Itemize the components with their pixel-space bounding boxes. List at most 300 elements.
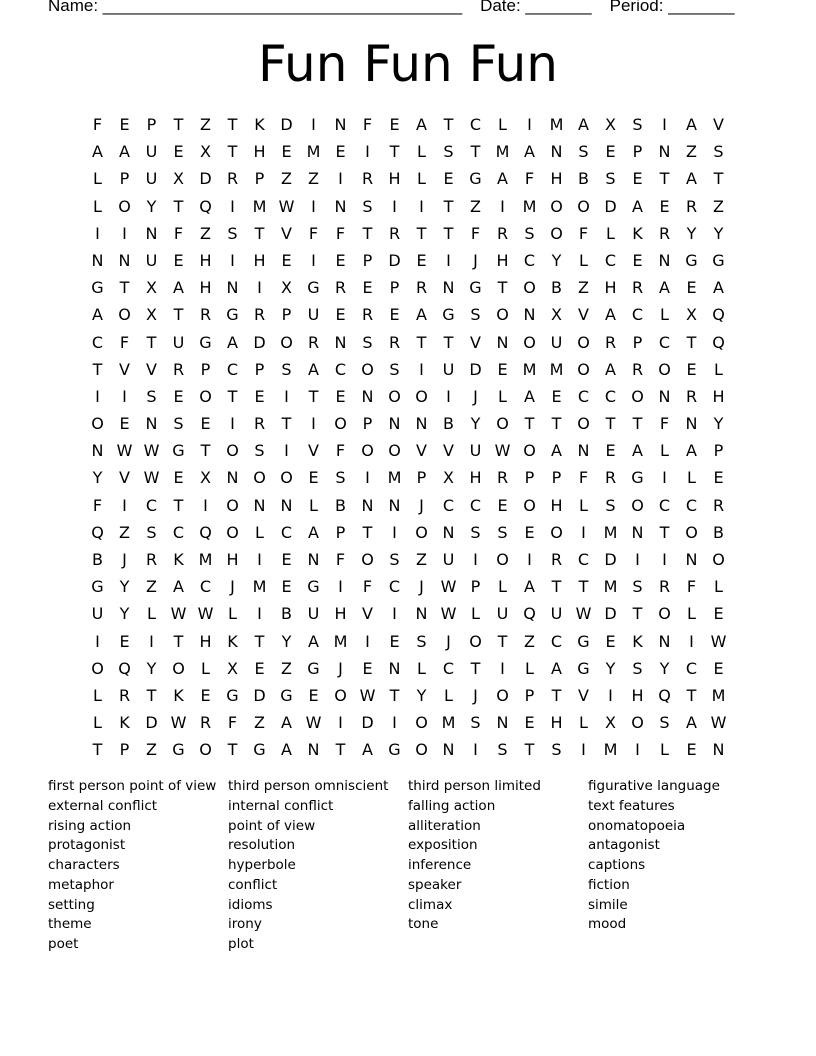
grid-letter[interactable]: C xyxy=(280,522,293,542)
grid-letter[interactable]: C xyxy=(145,495,158,515)
grid-letter[interactable]: I xyxy=(284,441,289,461)
grid-letter[interactable]: W xyxy=(143,441,160,461)
grid-letter[interactable]: U xyxy=(172,332,185,352)
grid-letter[interactable]: E xyxy=(173,386,184,406)
grid-letter[interactable]: G xyxy=(685,250,698,270)
grid-letter[interactable]: D xyxy=(199,169,212,189)
grid-letter[interactable]: H xyxy=(199,250,212,270)
grid-letter[interactable]: C xyxy=(469,495,482,515)
grid-letter[interactable]: I xyxy=(635,550,640,569)
grid-letter[interactable]: A xyxy=(92,142,103,162)
grid-letter[interactable]: L xyxy=(660,305,669,325)
grid-letter[interactable]: Z xyxy=(254,713,265,733)
grid-letter[interactable]: E xyxy=(605,631,616,651)
grid-letter[interactable]: E xyxy=(335,142,346,162)
grid-letter[interactable]: O xyxy=(280,468,293,488)
grid-letter[interactable]: N xyxy=(226,468,239,488)
grid-letter[interactable]: A xyxy=(659,278,670,298)
grid-letter[interactable]: U xyxy=(307,604,320,624)
grid-letter[interactable]: A xyxy=(686,713,697,733)
grid-letter[interactable]: S xyxy=(713,142,724,162)
grid-letter[interactable]: F xyxy=(119,332,130,352)
grid-letter[interactable]: E xyxy=(524,522,535,542)
grid-letter[interactable]: U xyxy=(442,359,455,379)
grid-letter[interactable]: E xyxy=(605,441,616,461)
grid-letter[interactable]: R xyxy=(604,332,617,352)
grid-letter[interactable]: D xyxy=(145,713,158,733)
grid-letter[interactable]: Z xyxy=(281,658,292,678)
grid-letter[interactable]: I xyxy=(95,386,100,406)
grid-letter[interactable]: P xyxy=(281,305,292,325)
grid-letter[interactable]: R xyxy=(604,468,617,488)
grid-letter[interactable]: R xyxy=(307,332,320,352)
grid-letter[interactable]: Z xyxy=(470,196,481,216)
grid-letter[interactable]: C xyxy=(658,332,671,352)
grid-letter[interactable]: M xyxy=(603,522,618,542)
grid-letter[interactable]: L xyxy=(93,685,102,705)
grid-letter[interactable]: E xyxy=(335,386,346,406)
grid-letter[interactable]: A xyxy=(308,522,319,542)
grid-letter[interactable]: N xyxy=(523,305,536,325)
grid-letter[interactable]: N xyxy=(91,441,104,461)
grid-letter[interactable]: W xyxy=(710,631,727,651)
grid-letter[interactable]: E xyxy=(119,631,130,651)
grid-letter[interactable]: P xyxy=(119,169,130,189)
grid-letter[interactable]: Z xyxy=(200,115,211,134)
grid-letter[interactable]: O xyxy=(496,685,509,705)
grid-letter[interactable]: X xyxy=(551,305,562,325)
grid-letter[interactable]: M xyxy=(603,577,618,597)
grid-letter[interactable]: N xyxy=(658,386,671,406)
grid-letter[interactable]: O xyxy=(577,359,590,379)
grid-letter[interactable]: I xyxy=(392,713,397,733)
grid-letter[interactable]: F xyxy=(335,223,346,243)
grid-letter[interactable]: R xyxy=(388,223,401,243)
grid-letter[interactable]: H xyxy=(550,713,563,733)
grid-letter[interactable]: A xyxy=(173,577,184,597)
grid-letter[interactable]: C xyxy=(550,631,563,651)
grid-letter[interactable]: T xyxy=(497,278,508,298)
grid-letter[interactable]: S xyxy=(281,359,292,379)
grid-letter[interactable]: E xyxy=(281,577,292,597)
grid-letter[interactable]: E xyxy=(551,386,562,406)
grid-letter[interactable]: T xyxy=(227,142,238,162)
grid-letter[interactable]: E xyxy=(416,250,427,270)
grid-letter[interactable]: O xyxy=(577,332,590,352)
grid-letter[interactable]: R xyxy=(415,278,428,298)
grid-letter[interactable]: O xyxy=(415,740,428,760)
grid-letter[interactable]: T xyxy=(119,278,130,298)
grid-letter[interactable]: T xyxy=(146,332,157,352)
grid-letter[interactable]: P xyxy=(416,468,427,488)
grid-letter[interactable]: X xyxy=(173,169,184,189)
grid-letter[interactable]: S xyxy=(146,386,157,406)
grid-letter[interactable]: N xyxy=(280,495,293,515)
grid-letter[interactable]: F xyxy=(92,495,103,515)
grid-letter[interactable]: T xyxy=(308,386,319,406)
grid-letter[interactable]: I xyxy=(473,740,478,760)
grid-letter[interactable]: V xyxy=(416,441,427,461)
grid-letter[interactable]: I xyxy=(581,740,586,760)
grid-letter[interactable]: O xyxy=(226,441,239,461)
grid-letter[interactable]: L xyxy=(417,658,426,678)
grid-letter[interactable]: S xyxy=(470,522,481,542)
grid-letter[interactable]: P xyxy=(632,142,643,162)
grid-letter[interactable]: R xyxy=(118,685,131,705)
grid-letter[interactable]: N xyxy=(442,740,455,760)
grid-letter[interactable]: W xyxy=(494,441,511,461)
grid-letter[interactable]: A xyxy=(92,305,103,325)
grid-letter[interactable]: A xyxy=(686,115,697,134)
grid-letter[interactable]: Q xyxy=(199,522,212,542)
grid-letter[interactable]: T xyxy=(605,414,616,434)
grid-letter[interactable]: J xyxy=(473,386,478,406)
grid-letter[interactable]: Z xyxy=(281,169,292,189)
grid-letter[interactable]: T xyxy=(497,631,508,651)
grid-letter[interactable]: E xyxy=(254,386,265,406)
grid-letter[interactable]: E xyxy=(200,414,211,434)
grid-letter[interactable]: O xyxy=(361,359,374,379)
grid-letter[interactable]: V xyxy=(470,332,481,352)
grid-letter[interactable]: I xyxy=(473,550,478,569)
grid-letter[interactable]: V xyxy=(362,604,373,624)
grid-letter[interactable]: A xyxy=(119,142,130,162)
grid-letter[interactable]: G xyxy=(280,685,293,705)
grid-letter[interactable]: T xyxy=(470,658,481,678)
grid-letter[interactable]: A xyxy=(686,441,697,461)
grid-letter[interactable]: N xyxy=(334,332,347,352)
grid-letter[interactable]: I xyxy=(527,115,532,134)
grid-letter[interactable]: Z xyxy=(308,169,319,189)
grid-letter[interactable]: T xyxy=(146,685,157,705)
grid-letter[interactable]: Y xyxy=(119,604,130,624)
grid-letter[interactable]: X xyxy=(281,278,292,298)
grid-letter[interactable]: S xyxy=(389,550,400,569)
grid-letter[interactable]: H xyxy=(631,685,644,705)
grid-letter[interactable]: S xyxy=(497,522,508,542)
grid-letter[interactable]: O xyxy=(91,658,104,678)
grid-letter[interactable]: K xyxy=(173,685,184,705)
grid-letter[interactable]: H xyxy=(550,169,563,189)
grid-letter[interactable]: K xyxy=(632,631,643,651)
grid-letter[interactable]: F xyxy=(173,223,184,243)
grid-letter[interactable]: E xyxy=(686,359,697,379)
grid-letter[interactable]: Y xyxy=(713,223,724,243)
grid-letter[interactable]: I xyxy=(527,550,532,569)
grid-letter[interactable]: R xyxy=(172,359,185,379)
grid-letter[interactable]: I xyxy=(338,713,343,733)
grid-letter[interactable]: I xyxy=(122,223,127,243)
grid-letter[interactable]: V xyxy=(119,468,130,488)
grid-letter[interactable]: E xyxy=(281,250,292,270)
grid-letter[interactable]: G xyxy=(307,577,320,597)
grid-letter[interactable]: E xyxy=(281,142,292,162)
grid-letter[interactable]: O xyxy=(496,414,509,434)
grid-letter[interactable]: O xyxy=(685,522,698,542)
grid-letter[interactable]: Z xyxy=(146,577,157,597)
grid-letter[interactable]: O xyxy=(550,196,563,216)
grid-letter[interactable]: Y xyxy=(416,685,427,705)
grid-letter[interactable]: B xyxy=(551,278,562,298)
grid-letter[interactable]: P xyxy=(524,468,535,488)
grid-letter[interactable]: O xyxy=(118,196,131,216)
grid-letter[interactable]: P xyxy=(713,441,724,461)
grid-letter[interactable]: J xyxy=(473,685,478,705)
grid-letter[interactable]: T xyxy=(686,685,697,705)
grid-letter[interactable]: O xyxy=(361,441,374,461)
grid-letter[interactable]: C xyxy=(388,577,401,597)
grid-letter[interactable]: C xyxy=(91,332,104,352)
grid-letter[interactable]: A xyxy=(281,713,292,733)
grid-letter[interactable]: U xyxy=(307,305,320,325)
grid-letter[interactable]: A xyxy=(605,359,616,379)
grid-letter[interactable]: I xyxy=(392,522,397,542)
grid-letter[interactable]: Y xyxy=(659,658,670,678)
grid-letter[interactable]: L xyxy=(309,495,318,515)
grid-letter[interactable]: I xyxy=(230,250,235,270)
grid-letter[interactable]: T xyxy=(254,631,265,651)
grid-letter[interactable]: T xyxy=(389,685,400,705)
grid-letter[interactable]: G xyxy=(253,740,266,760)
grid-letter[interactable]: E xyxy=(308,685,319,705)
grid-letter[interactable]: P xyxy=(254,169,265,189)
grid-letter[interactable]: O xyxy=(523,441,536,461)
grid-letter[interactable]: E xyxy=(173,468,184,488)
grid-letter[interactable]: L xyxy=(201,658,210,678)
grid-letter[interactable]: W xyxy=(575,604,592,624)
grid-letter[interactable]: A xyxy=(524,386,535,406)
grid-letter[interactable]: T xyxy=(551,577,562,597)
grid-letter[interactable]: P xyxy=(200,359,211,379)
grid-letter[interactable]: M xyxy=(198,550,213,569)
grid-letter[interactable]: Q xyxy=(523,604,536,624)
grid-letter[interactable]: P xyxy=(389,278,400,298)
grid-letter[interactable]: O xyxy=(658,359,671,379)
grid-letter[interactable]: A xyxy=(308,631,319,651)
grid-letter[interactable]: E xyxy=(173,250,184,270)
grid-letter[interactable]: G xyxy=(388,740,401,760)
grid-letter[interactable]: J xyxy=(122,550,127,569)
grid-letter[interactable]: P xyxy=(362,414,373,434)
grid-letter[interactable]: R xyxy=(631,278,644,298)
grid-letter[interactable]: T xyxy=(227,740,238,760)
grid-letter[interactable]: J xyxy=(419,495,424,515)
grid-letter[interactable]: Z xyxy=(713,196,724,216)
grid-letter[interactable]: Y xyxy=(605,658,616,678)
grid-letter[interactable]: N xyxy=(550,142,563,162)
grid-letter[interactable]: L xyxy=(606,223,615,243)
grid-letter[interactable]: M xyxy=(252,196,267,216)
grid-letter[interactable]: Q xyxy=(118,658,131,678)
grid-letter[interactable]: O xyxy=(496,305,509,325)
grid-letter[interactable]: O xyxy=(577,196,590,216)
grid-letter[interactable]: H xyxy=(496,250,509,270)
grid-letter[interactable]: O xyxy=(550,223,563,243)
grid-letter[interactable]: X xyxy=(200,468,211,488)
grid-letter[interactable]: N xyxy=(415,414,428,434)
grid-letter[interactable]: A xyxy=(416,115,427,134)
grid-letter[interactable]: G xyxy=(199,332,212,352)
grid-letter[interactable]: V xyxy=(308,441,319,461)
grid-letter[interactable]: H xyxy=(253,142,266,162)
grid-letter[interactable]: D xyxy=(388,250,401,270)
grid-letter[interactable]: E xyxy=(389,305,400,325)
grid-letter[interactable]: F xyxy=(470,223,481,243)
grid-letter[interactable]: J xyxy=(419,577,424,597)
grid-letter[interactable]: P xyxy=(146,115,157,134)
grid-letter[interactable]: T xyxy=(281,414,292,434)
grid-letter[interactable]: X xyxy=(443,468,454,488)
grid-letter[interactable]: O xyxy=(469,631,482,651)
grid-letter[interactable]: B xyxy=(578,169,589,189)
grid-letter[interactable]: O xyxy=(496,550,509,569)
grid-letter[interactable]: R xyxy=(361,169,374,189)
grid-letter[interactable]: T xyxy=(335,740,346,760)
grid-letter[interactable]: P xyxy=(335,522,346,542)
grid-letter[interactable]: T xyxy=(416,332,427,352)
grid-letter[interactable]: N xyxy=(307,740,320,760)
grid-letter[interactable]: F xyxy=(362,115,373,134)
grid-letter[interactable]: S xyxy=(362,196,373,216)
grid-letter[interactable]: I xyxy=(446,250,451,270)
grid-letter[interactable]: R xyxy=(199,305,212,325)
grid-letter[interactable]: T xyxy=(173,631,184,651)
grid-letter[interactable]: E xyxy=(443,169,454,189)
grid-letter[interactable]: I xyxy=(311,414,316,434)
grid-letter[interactable]: T xyxy=(578,577,589,597)
grid-letter[interactable]: T xyxy=(227,115,238,134)
grid-letter[interactable]: A xyxy=(524,577,535,597)
grid-letter[interactable]: I xyxy=(581,522,586,542)
grid-letter[interactable]: T xyxy=(362,223,373,243)
grid-letter[interactable]: A xyxy=(416,305,427,325)
grid-letter[interactable]: O xyxy=(226,522,239,542)
grid-letter[interactable]: S xyxy=(227,223,238,243)
grid-letter[interactable]: X xyxy=(605,713,616,733)
grid-letter[interactable]: S xyxy=(335,468,346,488)
grid-letter[interactable]: M xyxy=(252,577,267,597)
grid-letter[interactable]: C xyxy=(226,359,239,379)
grid-letter[interactable]: E xyxy=(713,658,724,678)
grid-letter[interactable]: M xyxy=(603,740,618,760)
grid-letter[interactable]: N xyxy=(307,550,320,569)
grid-letter[interactable]: O xyxy=(415,386,428,406)
grid-letter[interactable]: P xyxy=(119,740,130,760)
grid-letter[interactable]: B xyxy=(713,522,724,542)
grid-letter[interactable]: G xyxy=(91,577,104,597)
grid-letter[interactable]: I xyxy=(311,115,316,134)
grid-letter[interactable]: C xyxy=(658,495,671,515)
grid-letter[interactable]: T xyxy=(659,522,670,542)
grid-letter[interactable]: L xyxy=(498,115,507,134)
grid-letter[interactable]: K xyxy=(254,115,265,134)
grid-letter[interactable]: E xyxy=(713,604,724,624)
grid-letter[interactable]: T xyxy=(362,522,373,542)
grid-letter[interactable]: R xyxy=(685,196,698,216)
grid-letter[interactable]: G xyxy=(469,169,482,189)
grid-letter[interactable]: I xyxy=(122,495,127,515)
grid-letter[interactable]: W xyxy=(440,577,457,597)
grid-letter[interactable]: L xyxy=(687,468,696,488)
grid-letter[interactable]: C xyxy=(577,386,590,406)
grid-letter[interactable]: I xyxy=(419,196,424,216)
grid-letter[interactable]: L xyxy=(93,169,102,189)
grid-letter[interactable]: A xyxy=(308,359,319,379)
grid-letter[interactable]: C xyxy=(685,495,698,515)
grid-letter[interactable]: I xyxy=(311,250,316,270)
grid-letter[interactable]: Y xyxy=(146,658,157,678)
grid-letter[interactable]: I xyxy=(311,196,316,216)
grid-letter[interactable]: I xyxy=(257,278,262,298)
grid-letter[interactable]: E xyxy=(389,115,400,134)
grid-letter[interactable]: T xyxy=(200,441,211,461)
grid-letter[interactable]: I xyxy=(122,386,127,406)
grid-letter[interactable]: E xyxy=(362,278,373,298)
grid-letter[interactable]: T xyxy=(443,332,454,352)
grid-letter[interactable]: L xyxy=(93,196,102,216)
grid-letter[interactable]: R xyxy=(253,414,266,434)
grid-letter[interactable]: K xyxy=(173,550,184,569)
grid-letter[interactable]: I xyxy=(365,142,370,162)
grid-letter[interactable]: Y xyxy=(281,631,292,651)
grid-letter[interactable]: L xyxy=(147,604,156,624)
grid-letter[interactable]: H xyxy=(604,278,617,298)
grid-letter[interactable]: R xyxy=(712,495,725,515)
grid-letter[interactable]: T xyxy=(92,740,103,760)
grid-letter[interactable]: R xyxy=(550,550,563,569)
grid-letter[interactable]: L xyxy=(255,522,264,542)
grid-letter[interactable]: E xyxy=(659,196,670,216)
grid-letter[interactable]: S xyxy=(389,359,400,379)
grid-letter[interactable]: E xyxy=(632,169,643,189)
grid-letter[interactable]: Z xyxy=(119,522,130,542)
grid-letter[interactable]: A xyxy=(713,278,724,298)
grid-letter[interactable]: O xyxy=(658,604,671,624)
grid-letter[interactable]: Y xyxy=(551,250,562,270)
grid-letter[interactable]: X xyxy=(146,305,157,325)
grid-letter[interactable]: N xyxy=(334,115,347,134)
grid-letter[interactable]: C xyxy=(631,305,644,325)
grid-letter[interactable]: W xyxy=(197,604,214,624)
grid-letter[interactable]: D xyxy=(604,550,617,569)
grid-letter[interactable]: V xyxy=(578,685,589,705)
grid-letter[interactable]: I xyxy=(392,196,397,216)
grid-letter[interactable]: S xyxy=(443,142,454,162)
grid-letter[interactable]: I xyxy=(149,631,154,651)
grid-letter[interactable]: N xyxy=(685,414,698,434)
grid-letter[interactable]: U xyxy=(145,250,158,270)
grid-letter[interactable]: L xyxy=(660,441,669,461)
grid-letter[interactable]: N xyxy=(442,522,455,542)
grid-letter[interactable]: L xyxy=(417,169,426,189)
grid-letter[interactable]: O xyxy=(415,522,428,542)
grid-letter[interactable]: S xyxy=(470,305,481,325)
grid-letter[interactable]: E xyxy=(362,658,373,678)
grid-letter[interactable]: I xyxy=(230,196,235,216)
grid-letter[interactable]: U xyxy=(550,332,563,352)
grid-letter[interactable]: T xyxy=(173,115,184,134)
grid-letter[interactable]: M xyxy=(522,196,537,216)
grid-letter[interactable]: C xyxy=(172,522,185,542)
grid-letter[interactable]: L xyxy=(498,386,507,406)
grid-letter[interactable]: Z xyxy=(686,142,697,162)
grid-letter[interactable]: F xyxy=(686,577,697,597)
grid-letter[interactable]: C xyxy=(604,250,617,270)
grid-letter[interactable]: I xyxy=(257,550,262,569)
grid-letter[interactable]: X xyxy=(146,278,157,298)
grid-letter[interactable]: E xyxy=(308,468,319,488)
grid-letter[interactable]: B xyxy=(92,550,103,569)
